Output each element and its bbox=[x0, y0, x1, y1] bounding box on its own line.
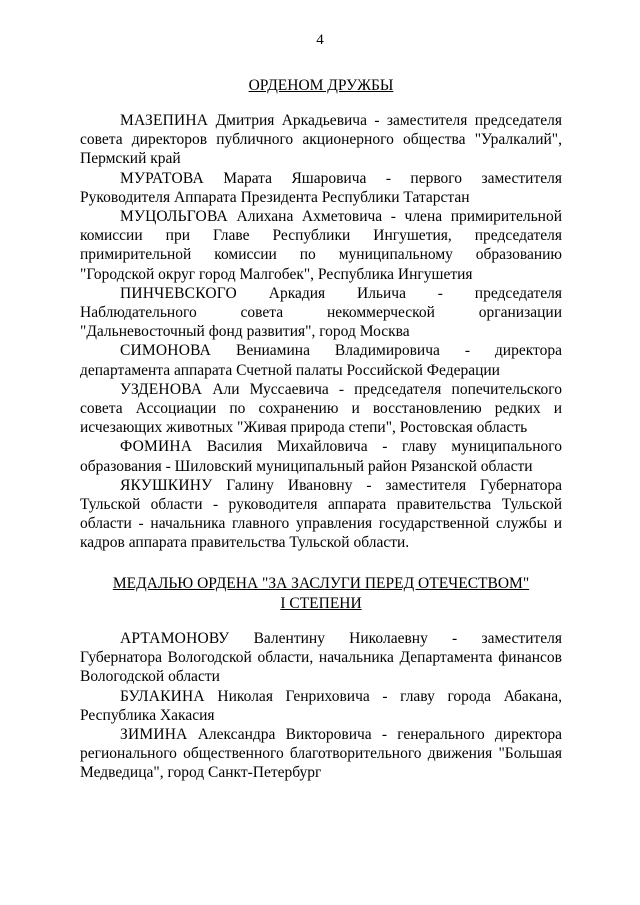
recipient-surname: МУЦОЛЬГОВА bbox=[120, 208, 228, 226]
recipient-details: Марата Яшаровича - первого заместителя Руководителя Аппарата Президента Республики Татарстан bbox=[80, 169, 562, 206]
recipient-details: Вениамина Владимировича - директора департамента аппарата Счетной палаты Российской Федерации bbox=[80, 342, 562, 379]
recipient-surname: СИМОНОВА bbox=[120, 342, 212, 360]
list-item bbox=[80, 284, 562, 342]
recipient-surname: МУРАТОВА bbox=[120, 169, 204, 187]
section-heading-line-2: I СТЕПЕНИ bbox=[280, 595, 362, 612]
list-item bbox=[80, 687, 562, 725]
recipient-details: Али Муссаевича - председателя попечительского совета Ассоциации по сохранению и восстановлению редких и исчезающих животных "Живая природа степи", Ростовская область bbox=[80, 380, 562, 437]
recipient-details: Василия Михайловича - главу муниципального образования - Шиловский муниципальный район Рязанской области bbox=[80, 438, 562, 475]
recipient-surname: ПИНЧЕВСКОГО bbox=[120, 284, 237, 302]
page-number: 4 bbox=[316, 32, 324, 48]
recipient-details: Аркадия Ильича - председателя Наблюдательного совета некоммерческой организации "Дальневосточный фонд развития", город Москва bbox=[80, 284, 563, 341]
recipient-surname: ЯКУШКИНУ bbox=[120, 476, 213, 494]
recipient-surname: МАЗЕПИНА bbox=[120, 112, 209, 129]
recipient-surname: УЗДЕНОВА bbox=[120, 380, 203, 398]
recipient-surname: ЗИМИНА bbox=[120, 726, 188, 744]
list-item bbox=[80, 111, 562, 169]
list-item bbox=[80, 169, 562, 207]
section-heading-line-1: МЕДАЛЬЮ ОРДЕНА "ЗА ЗАСЛУГИ ПЕРЕД ОТЕЧЕСТВОМ" bbox=[112, 575, 530, 592]
recipient-details: Алихана Ахметовича - члена примирительной комиссии при Главе Республики Ингушетия, председателя примирительной комиссии по муниципальному образованию "Городской округ город Малгобек", Республика Ингушетия bbox=[80, 208, 562, 283]
list-item bbox=[80, 207, 562, 284]
recipient-surname: БУЛАКИНА bbox=[120, 687, 205, 705]
recipient-surname: АРТАМОНОВУ bbox=[120, 630, 230, 647]
recipient-details: Николая Генриховича - главу города Абакана, Республика Хакасия bbox=[80, 687, 562, 724]
list-item bbox=[80, 476, 562, 553]
award-list-order-of-friendship bbox=[80, 111, 562, 553]
award-list-medal-merit bbox=[80, 629, 562, 783]
recipient-details: Галину Ивановну - заместителя Губернатора Тульской области - руководителя аппарата правительства Тульской области - начальника главного управления государственной службы и кадров аппарата правительства Тульской области. bbox=[80, 476, 563, 552]
section-heading-medal-merit bbox=[80, 574, 562, 614]
recipient-details: Александра Викторовича - генерального директора регионального общественного благотворительного движения "Большая Медведица", город Санкт-Петербург bbox=[80, 726, 563, 782]
recipient-surname: ФОМИНА bbox=[120, 438, 193, 456]
list-item bbox=[80, 437, 562, 475]
section-heading-order-of-friendship: ОРДЕНОМ ДРУЖБЫ bbox=[248, 77, 394, 94]
list-item bbox=[80, 341, 562, 379]
list-item bbox=[80, 629, 562, 687]
list-item bbox=[80, 725, 562, 783]
recipient-details: Дмитрия Аркадьевича - заместителя председателя совета директоров публичного акционерного общества "Уралкалий", Пермский край bbox=[80, 112, 562, 168]
recipient-details: Валентину Николаевну - заместителя Губернатора Вологодской области, начальника Департамента финансов Вологодской области bbox=[80, 630, 563, 686]
list-item bbox=[80, 380, 562, 438]
